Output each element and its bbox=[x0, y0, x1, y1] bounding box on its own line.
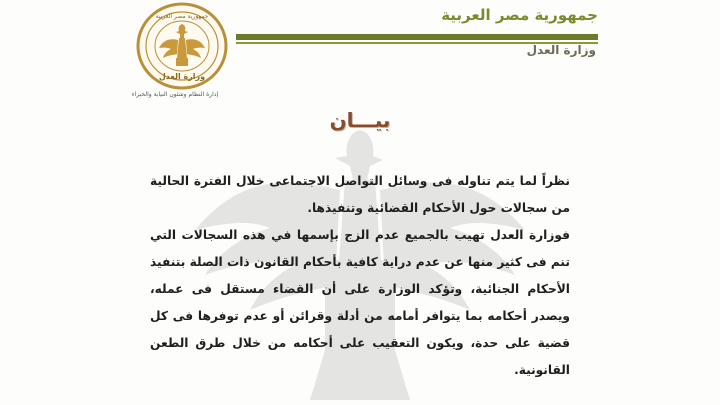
statement-title: بيـــان bbox=[329, 108, 391, 132]
logo-caption: إدارة النظام وشئون النيابة والخبراء bbox=[131, 91, 219, 98]
ministry-name: وزارة العدل bbox=[526, 43, 596, 57]
logo-top-text: جمهورية مصر العربية bbox=[155, 13, 209, 20]
paragraph-2: فوزارة العدل تهيب بالجميع عدم الزج بإسمها في هذه السجالات التي تنم فى كثير منها عن عدم دراية كافية بأحكام القانون ذات الصلة بتنفيذ الأحكام الجنائية، وتؤكد الوزارة على أن القضاء مستقل فى عمله، ويصدر أحكامه بما يتوافر أمامه من أدلة وقرائن أو عدم توفرها فى كل قضية على حدة، ويكون التعقيب على أحكامه من خلال طرق الطعن القانونية. bbox=[150, 228, 570, 377]
paragraph-1: نظراً لما يتم تناوله فى وسائل التواصل الاجتماعى خلال الفترة الحالية من سجالات حول الأحكام القضائية وتنفيذها. bbox=[150, 174, 570, 215]
statement-body bbox=[150, 168, 570, 384]
ministry-seal-logo-icon bbox=[135, 2, 229, 90]
header-divider bbox=[236, 34, 598, 40]
logo-bottom-text: وزارة العدل bbox=[158, 72, 206, 81]
country-name: جمهورية مصر العربية bbox=[441, 6, 598, 24]
